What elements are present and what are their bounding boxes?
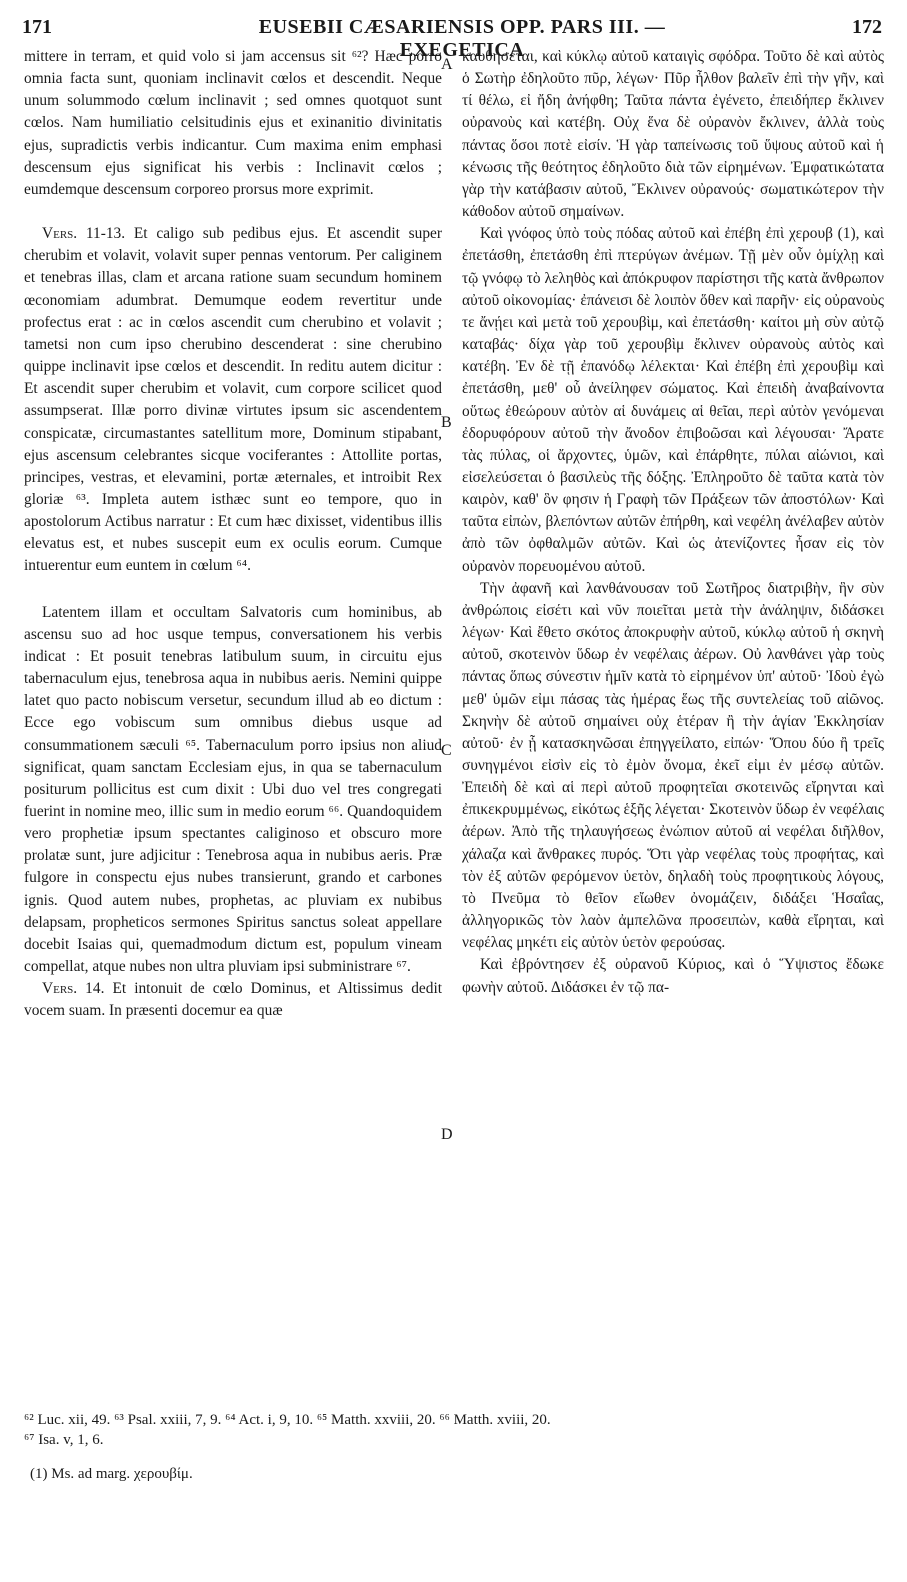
latin-column (24, 46, 442, 1023)
latin-paragraph-2 (24, 223, 442, 578)
latin-paragraph-4 (24, 978, 442, 1022)
greek-paragraph-3: Τὴν ἀφανῆ καὶ λανθάνουσαν τοῦ Σωτῆρος διατριβὴν, ἣν σὺν ἀνθρώποις εἰσέτι καὶ νῦν ποιεῖται μετὰ τὴν ἀνάληψιν, διδάσκει λέγων· Καὶ ἔθετο σκότος ἀποκρυφὴν αὐτοῦ, κύκλῳ αὐτοῦ ἡ σκηνὴ αὐτοῦ, σκοτεινὸν ὕδωρ ἐν νεφέλαις ἀέρων. Οὐ λανθάνει γὰρ τοὺς πάντας ὅπως σύνεστιν ἡμῖν κατὰ τὸ εἰρημένον ὑπ' αὐτοῦ· Ἰδοὺ ἐγὼ μεθ' ὑμῶν εἰμι πάσας τὰς ἡμέρας ἕως τῆς συντελείας τοῦ αἰῶνος. Σκηνὴν δὲ αὐτοῦ σημαίνει οὐχ ἑτέραν ἢ τὴν ἁγίαν Ἐκκλησίαν αὐτοῦ· ἐν ᾗ κατασκηνῶσαι ἐπηγγείλατο, εἰπών· Ὅπου δύο ἢ τρεῖς συνηγμένοι εἰσὶν εἰς τὸ ἐμὸν ὄνομα, ἐκεῖ εἰμι ἐν μέσῳ αὐτῶν. Ἐπειδὴ δὲ καὶ αἱ περὶ αὐτοῦ προφητεῖαι σκοτεινῶς εἴρηνται καὶ ἐπικεκρυμμένως, εἰκότως ἑξῆς λέγεται· Σκοτεινὸν ὕδωρ ἐν νεφέλαις ἀέρων. Ἀπὸ τῆς τηλαυγήσεως ἐνώπιον αὐτοῦ αἱ νεφέλαι διῆλθον, χάλαζα καὶ ἄνθρακες πυρός. Ὅτι γὰρ νεφέλας τοὺς προφήτας, καὶ τὸν ἐξ αὐτῶν φερόμενον ὑετὸν, δηλαδὴ τοὺς προφητικοὺς λόγους, τὸ Πνεῦμα τὸ θεῖον εἴωθεν ὀνομάζειν, διδάξει Ἡσαΐας, ἀλληγορικῶς τὸν λαὸν ἀμπελῶνα προσειπὼν, καθὰ εἴρηται, καὶ νεφέλας μηκέτι εἰς αὐτὸν ὑετὸν φερούσας. (462, 579, 884, 952)
verse-label: Vers. 11-13. (42, 225, 126, 243)
manuscript-note: (1) Ms. ad marg. χερουβίμ. (30, 1466, 193, 1482)
verse-label: Vers. 14. (42, 980, 105, 998)
latin-paragraph-4-text: Et intonuit de cœlo Dominus, et Altissimus dedit vocem suam. In præsenti docemur ea quæ (24, 980, 442, 1020)
page-header (22, 12, 882, 61)
margin-marker-a: A (441, 56, 453, 73)
running-title: EUSEBII CÆSARIENSIS OPP. PARS III. — EXEGETICA (258, 16, 666, 61)
left-page-number: 171 (22, 16, 52, 38)
footnote-line-1: ⁶² Luc. xii, 49. ⁶³ Psal. xxiii, 7, 9. ⁶⁴ Act. i, 9, 10. ⁶⁵ Matth. xxviii, 20. ⁶⁶ Matth. xviii, 20. (24, 1412, 551, 1428)
latin-paragraph-1: mittere in terram, et quid volo si jam accensus sit ⁶²? Hæc porro omnia facta sunt, quoniam inclinavit cœlos et descendit. Neque unum solummodo cœlum inclinavit ; sed omnes quotquot sunt cœlos. Nam humiliatio celsitudinis ejus et exinanitio divinitatis ejus, supradictis verbis indicantur. Cum maxima enim emphasi descensum ejus significat his verbis : Inclinavit cœlos ; eumdemque descensum corporeo prorsus more exprimit. (24, 48, 442, 198)
footnote-line-2: ⁶⁷ Isa. v, 1, 6. (24, 1432, 104, 1448)
greek-column (462, 46, 884, 999)
margin-marker-c: C (441, 742, 452, 759)
latin-paragraph-3: Latentem illam et occultam Salvatoris cum hominibus, ab ascensu suo ad hoc usque tempus, conversationem his verbis indicat : Et posuit tenebras latibulum suum, in circuitu ejus tabernaculum ejus, tenebrosa aqua in nubibus aeris. Nemini quippe latet quo pacto nobiscum versetur, secundum illud ab eo dictum : Ecce ego vobiscum sum omnibus diebus usque ad consummationem sæculi ⁶⁵. Tabernaculum porro ipsius non aliud significat, quam sanctam Ecclesiam ejus, in qua se tabernaculum positurum pollicitus est cum dixit : Ubi duo vel tres congregati fuerint in nomine meo, illic sum in medio eorum ⁶⁶. Quandoquidem vero prophetiæ ipsum spectantes caliginoso et obscuro more prolatæ sunt, jure adjicitur : Tenebrosa aqua in nubibus aeris. Præ fulgore in conspectu ejus nubes transierunt, grando et carbones ignis. Quod autem nubes, prophetas, ac pluviam ex nubibus delapsam, propheticos sermones Spiritus sanctus soleat appellare docebit Isaias qui, quemadmodum dictum est, populum vineam compellat, atque nubes non ultra pluviam ipsi subministrare ⁶⁷. (24, 603, 442, 976)
greek-paragraph-4: Καὶ ἐβρόντησεν ἐξ οὐρανοῦ Κύριος, καὶ ὁ Ὕψιστος ἔδωκε φωνὴν αὐτοῦ. Διδάσκει ἐν τῷ πα- (462, 956, 884, 996)
right-page-number: 172 (852, 16, 882, 38)
margin-marker-b: B (441, 414, 452, 431)
margin-marker-d: D (441, 1126, 453, 1143)
footnotes (24, 1410, 884, 1448)
greek-paragraph-1: καυθήσεται, καὶ κύκλῳ αὐτοῦ καταιγὶς σφόδρα. Τοῦτο δὲ καὶ αὐτὸς ὁ Σωτὴρ ἐδηλοῦτο πῦρ, λέγων· Πῦρ ἦλθον βαλεῖν ἐπὶ τὴν γῆν, καὶ τί θέλω, εἰ ἤδη ἀνήφθη; Ταῦτα πάντα ἐγένετο, ἐπειδήπερ ἔκλινεν οὐρανοὺς καὶ κατέβη. Οὐχ ἕνα δὲ οὐρανὸν ἔκλινεν, ἀλλὰ τοὺς πάντας ὅσοι ποτὲ εἰσίν. Ἡ γὰρ ταπείνωσις τοῦ ὕψους αὐτοῦ καὶ ἡ κένωσις τῆς θεότητος ἐδηλοῦτο διὰ τῶν εἰρημένων. Ἐμφατικώτατα γὰρ τὴν κατάβασιν αὐτοῦ, Ἔκλινεν οὐρανούς· σωματικώτερον τὴν κάθοδον αὐτοῦ σημαίνων. (462, 48, 884, 221)
greek-paragraph-2: Καὶ γνόφος ὑπὸ τοὺς πόδας αὐτοῦ καὶ ἐπέβη ἐπὶ χερουβ (1), καὶ ἐπετάσθη, ἐπετάσθη ἐπὶ πτερύγων ἀνέμων. Τῇ μὲν οὖν ὁμίχλῃ καὶ τῷ γνόφῳ τὸ λεληθὸς καὶ ἀπόκρυφον παρίστησι τῆς κατὰ ἄνθρωπον αὐτοῦ οἰκονομίας· ἐπάνεισι δὲ λοιπὸν ὅθεν καὶ παρῆν· εἰς οὐρανοὺς τε ἄνῄει καὶ μετὰ τοῦ χερουβὶμ, καὶ ἐπετάσθη· καίτοι μὴ σὺν αὐτῷ καταβάς· δίχα γὰρ τοῦ χερουβὶμ ἔκλινεν οὐρανοὺς αὐτὸς καὶ κατέβη. Ἐν δὲ τῇ ἐπανόδῳ λέλεκται· Καὶ ἐπέβη ἐπὶ χερουβὶμ καὶ ἐπετάσθη, μεθ' οὗ ἀνείληφεν σώματος. Καὶ ἐπειδὴ ἀναβαίνοντα οὕτως ἐθεώρουν αὐτὸν αἱ δυνάμεις αἱ θεῖαι, περὶ αὐτὸν γενόμεναι ἐδορυφόρουν αὐτοῦ τὴν ἄνοδον ἐπιβοῶσαι καὶ λέγουσαι· Ἄρατε τὰς πύλας, οἱ ἄρχοντες, ὑμῶν, καὶ ἐπάρθητε, πύλαι αἰώνιοι, καὶ εἰσελεύσεται ὁ βασιλεὺς τῆς δόξης. Ἐπληροῦτο δὲ ταῦτα κατὰ τὸν καιρὸν, καθ' ὃν φησιν ἡ Γραφὴ τῶν Πράξεων τῶν ἀποστόλων· Καὶ ταῦτα εἰπὼν, βλεπόντων αὐτῶν ἐπήρθη, καὶ νεφέλη ἀνέλαβεν αὐτὸν ἀπὸ τῶν ὀφθαλμῶν αὐτῶν. Καὶ ὡς ἀτενίζοντες ἦσαν εἰς τὸν οὐρανὸν πορευομένου αὐτοῦ. (462, 225, 884, 575)
latin-paragraph-2-text: Et caligo sub pedibus ejus. Et ascendit super cherubim et volavit, volavit super pennas ventorum. Per caliginem et tenebras illas, clam et arcana ratione suam secundum hominem œconomiam adumbrat. Demumque eodem revertitur unde profectus erat : ac in cœlos ascendit cum cherubino et volavit ; tametsi non cum ipso cherubino descenderat : sine cherubino quippe inclinavit ipse cœlos et descendit. In reditu autem dicitur : Et ascendit super cherubim et volavit, cum corpore scilicet quod assumpserat. Illæ porro divinæ virtutes ipsum sic ascendentem conspicatæ, circumastantes satellitum more, Dominum stipabant, ejus ascensum celebrantes sicque vociferantes : Attollite portas, principes, vestras, et elevamini, portæ æternales, et introibit Rex gloriæ ⁶³. Impleta autem isthæc sunt eo tempore, quo in apostolorum Actibus narratur : Et cum hæc dixisset, videntibus illis elevatus est, et nubes suscepit eum ex oculis eorum. Cumque intuerentur eum euntem in cœlum ⁶⁴. (24, 225, 442, 575)
